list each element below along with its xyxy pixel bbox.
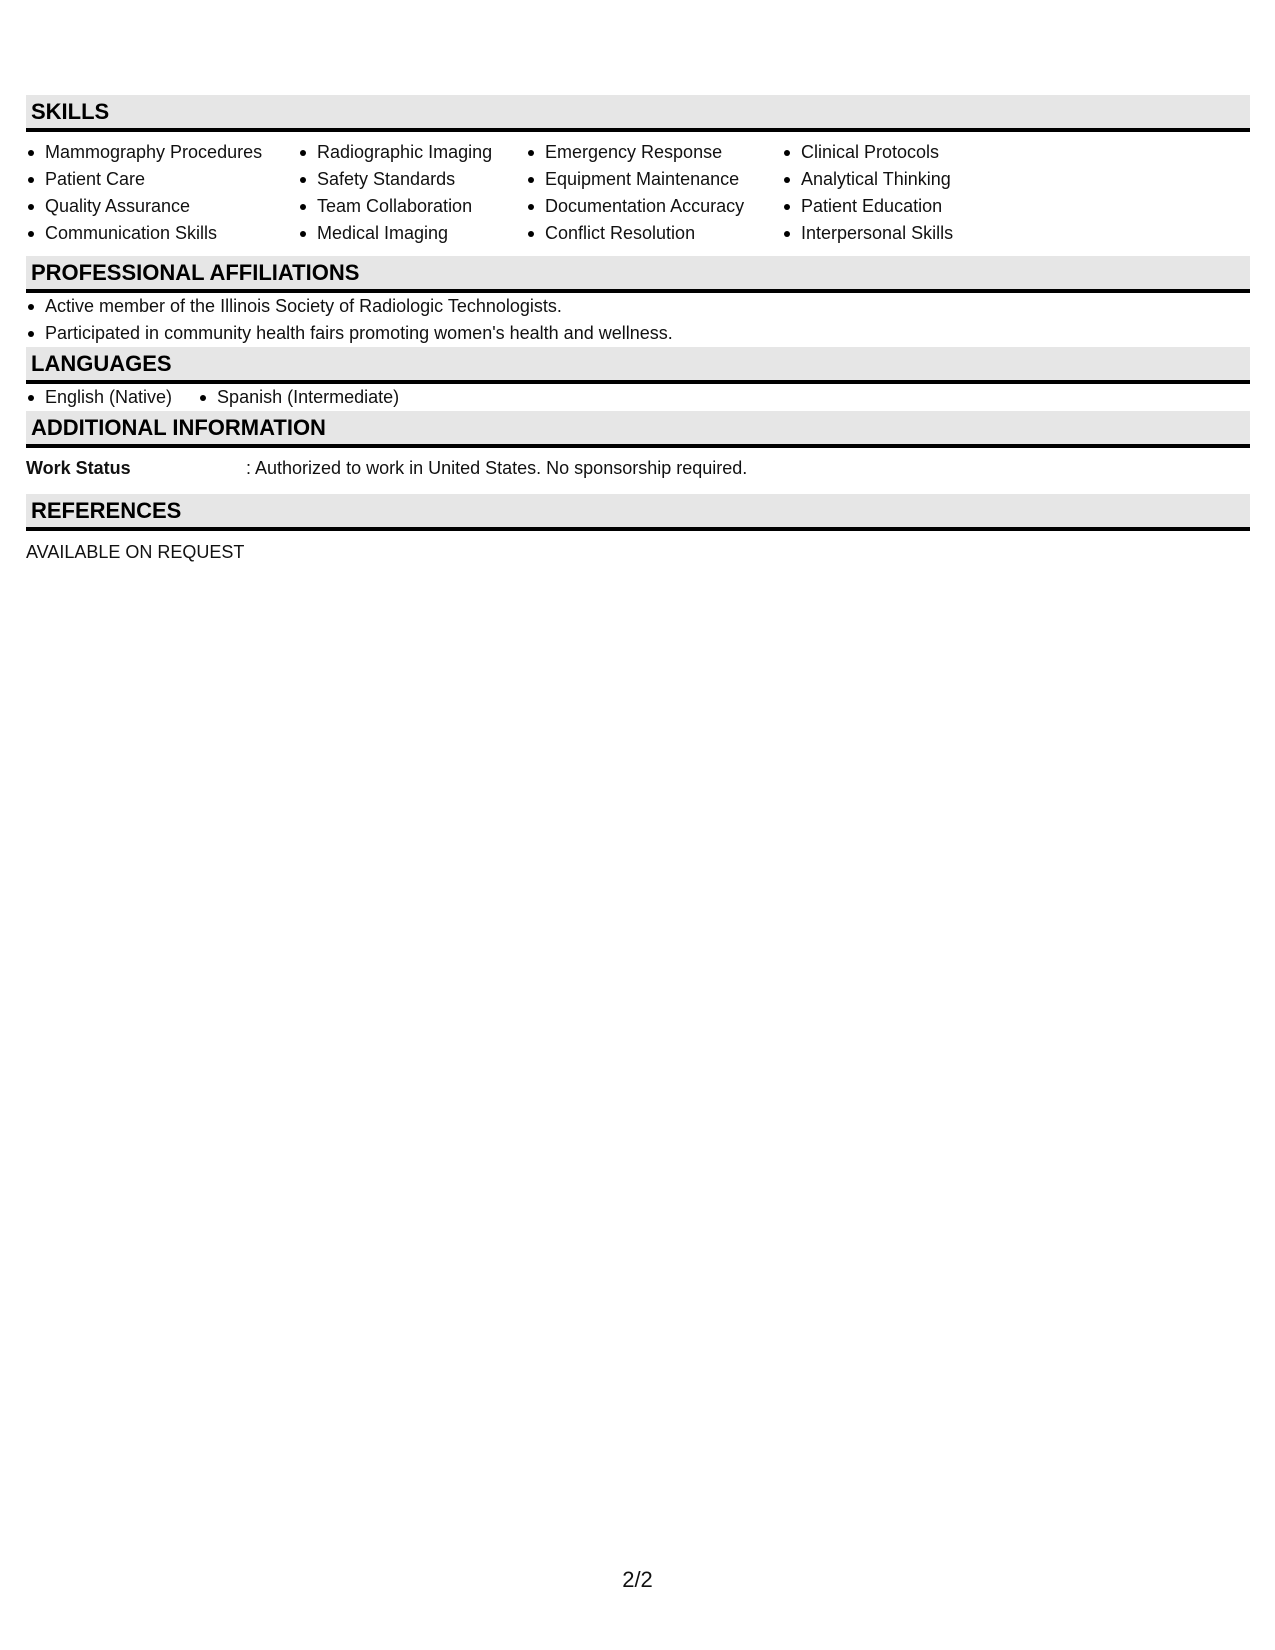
work-status-row [26,448,1250,494]
affiliation-item: Active member of the Illinois Society of Radiologic Technologists. [26,293,1250,320]
skills-column-4 [782,139,1032,247]
languages-list [26,384,1250,411]
skill-item: Clinical Protocols [782,139,1032,166]
page-number: 2/2 [622,1567,653,1592]
skills-column-3 [526,139,782,247]
skill-item: Mammography Procedures [26,139,298,166]
language-item: Spanish (Intermediate) [198,384,399,411]
language-item: English (Native) [26,384,172,411]
skill-item: Emergency Response [526,139,782,166]
languages-section-header: LANGUAGES [26,347,1250,384]
skill-item: Team Collaboration [298,193,526,220]
skill-item: Conflict Resolution [526,220,782,247]
skill-item: Patient Education [782,193,1032,220]
skills-column-1 [26,139,298,247]
work-status-label: Work Status [26,458,131,478]
skills-section-header: SKILLS [26,95,1250,132]
skills-column-2 [298,139,526,247]
affiliations-section-header: PROFESSIONAL AFFILIATIONS [26,256,1250,293]
skills-grid [26,132,1250,256]
skill-item: Safety Standards [298,166,526,193]
work-status-value: : Authorized to work in United States. No sponsorship required. [246,458,748,478]
additional-info-section-header: ADDITIONAL INFORMATION [26,411,1250,448]
skill-item: Equipment Maintenance [526,166,782,193]
skill-item: Quality Assurance [26,193,298,220]
resume-page [26,95,1250,566]
references-text: AVAILABLE ON REQUEST [26,542,245,562]
affiliations-list [26,293,1250,347]
skill-item: Medical Imaging [298,220,526,247]
skill-item: Patient Care [26,166,298,193]
skill-item: Communication Skills [26,220,298,247]
affiliation-item: Participated in community health fairs promoting women's health and wellness. [26,320,1250,347]
skill-item: Interpersonal Skills [782,220,1032,247]
skill-item: Analytical Thinking [782,166,1032,193]
skill-item: Radiographic Imaging [298,139,526,166]
skill-item: Documentation Accuracy [526,193,782,220]
references-section-header: REFERENCES [26,494,1250,531]
